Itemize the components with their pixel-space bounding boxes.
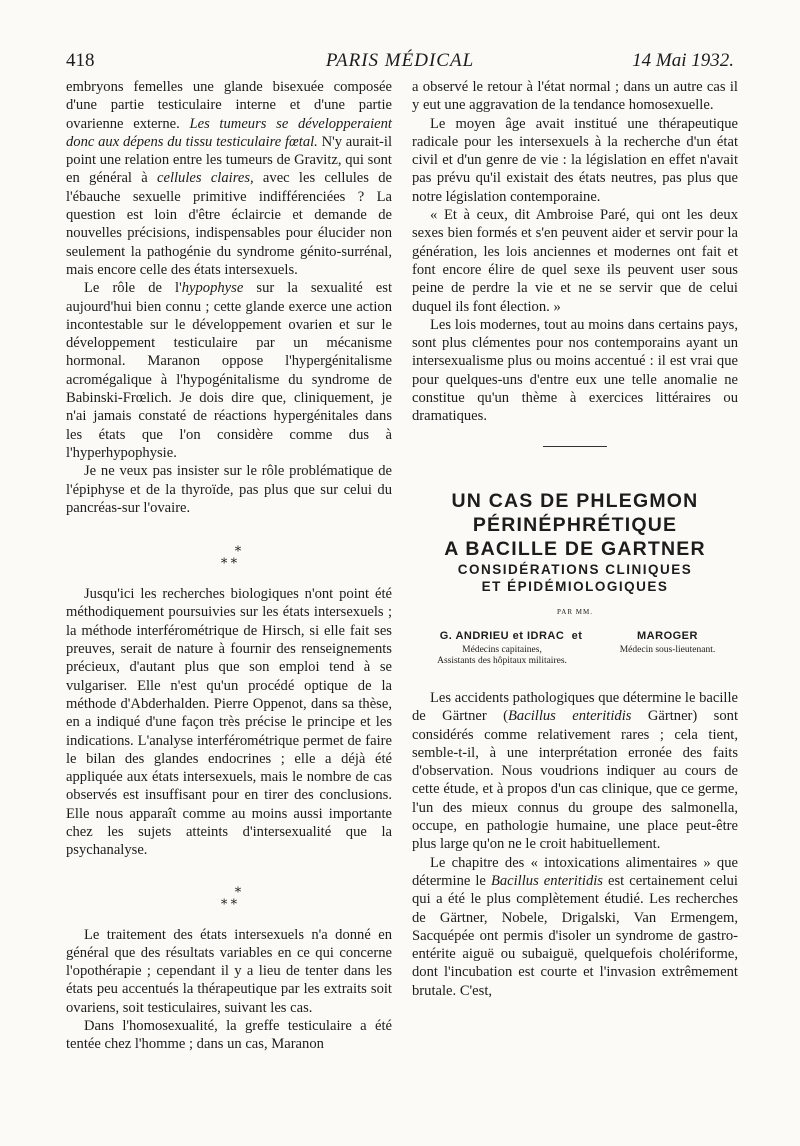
left-column: [66, 78, 392, 1054]
paragraph: Dans l'homosexualité, la greffe testiculaire a été tentée chez l'homme ; dans un cas, Maranon: [66, 1018, 392, 1053]
author-rank: Médecin sous-lieutenant.: [619, 645, 716, 656]
paragraph: a observé le retour à l'état normal ; dans un autre cas il y eut une aggravation de la tendance homosexuelle.: [412, 79, 738, 114]
author-conjunction: et: [571, 629, 583, 642]
page-number: 418: [66, 50, 95, 71]
paragraph: Le chapitre des « intoxications alimentaires » que détermine le Bacillus enteritidis est certainement celui qui a été le plus complètement étudié. Les recherches de Gärtner, Nobele, Drigalski, Van Ermengem, Sacquépée ont permis d'isoler un syndrome de gastro-entérite aiguë ou subaiguë, quelquefois cholériforme, dont l'incubation est courte et l'invasion extrêmement brutale. C'est,: [412, 854, 738, 999]
section-separator: ⁎ ⁎ ⁎: [220, 879, 242, 907]
paragraph: Le traitement des états intersexuels n'a donné en général que des résultats variables en ce qui concerne l'opothérapie ; cependant il y a lieu de tenter dans les états peu accentués la thérapeutique par les extraits soit ovariens, soit testiculaires, suivant les cas.: [66, 926, 392, 1016]
article-title-line: A BACILLE DE GARTNER: [444, 537, 706, 560]
article-heading: [412, 489, 738, 667]
article-title-line: PÉRINÉPHRÉTIQUE: [472, 513, 678, 536]
paragraph: Jusqu'ici les recherches biologiques n'ont point été méthodiquement poursuivies sur les états intersexuels ; la méthode interférométrique de Hirsch, si elle fait ses preuves, serait de nature à fournir des renseignements précieux, d'autant plus que son emploi tend à se vulgariser. Elle n'est qu'un procédé optique de la méthode d'Abderhalden. Pierre Oppenot, dans sa thèse, en a indiqué d'une façon très précise le principe et les indications. L'analyse interférométrique permet de faire le bilan des glandes endocrines ; elle a déjà été appliquée aux états intersexuels, mais le nombre de cas observés est insuffisant pour en tirer des conclusions. Elle nous apparaît comme au moins aussi importante chez les sujets atteints d'intersexualité que la psychanalyse.: [66, 586, 392, 859]
author-affiliation: Assistants des hôpitaux militaires.: [437, 656, 567, 667]
paragraph: Le rôle de l'hypophyse sur la sexualité est aujourd'hui bien connu ; cette glande exerce une action incontestable sur le développement ovarien et sur le développement testiculaire par un mécanisme hormonal. Maranon oppose l'hypergénitalisme acromégalique à l'hypogénitalisme du syndrome de Babinski-Frœlich. Je dois dire que, cliniquement, je n'ai jamais constaté de réactions hypergénitales dans les états que l'on considère comme dus à l'hyperhypophysie.: [66, 280, 393, 461]
author-rank: Médecins capitaines,: [462, 645, 542, 656]
byline-par: PAR MM.: [557, 607, 593, 616]
author-group-2: [597, 627, 738, 656]
paragraph: « Et à ceux, dit Ambroise Paré, qui ont les deux sexes bien formés et s'en peuvent aider et servir pour la génération, les lois anciennes et modernes ont fait et font encore élire de quel sexe ils peuvent user sous peine de perdre la vie et ne se servir que de celui duquel ils font élection. »: [412, 207, 738, 315]
paragraph: Le moyen âge avait institué une thérapeutique radicale pour les intersexuels à la recherche d'un état civil et d'un genre de vie : la législation en effet n'avait pas prévu qu'il existait des états neutres, pas plus que notre législation contemporaine.: [412, 115, 738, 205]
right-column: [412, 78, 738, 1000]
section-separator: ⁎ ⁎ ⁎: [220, 539, 242, 567]
paragraph: Je ne veux pas insister sur le rôle problématique de l'épiphyse et de la thyroïde, pas plus que sur celui du pancréas-sur l'ovaire.: [66, 463, 392, 516]
paragraph: embryons femelles une glande bisexuée composée d'une partie testiculaire interne et d'une partie ovarienne externe. Les tumeurs se développeraient donc aux dépens du tissu testiculaire fœtal. N'y aurait-il point une relation entre les tumeurs de Gravitz, qui sont en général à cellules claires, avec les cellules de l'ébauche sexuelle primitive indifférenciées ? La question est loin d'être éclaircie et demande de nouvelles précisions, indispensables pour élucider non seulement la pathogénie du syndrome génito-surrénal, mais encore celle des états intersexuels.: [66, 79, 392, 278]
article-subtitle-line: ET ÉPIDÉMIOLOGIQUES: [481, 578, 669, 594]
issue-date: 14 Mai 1932.: [632, 50, 734, 71]
authors: [412, 627, 738, 667]
paragraph: Les lois modernes, tout au moins dans certains pays, sont plus clémentes pour nos contemporains ayant un intersexualisme plus ou moins accentué : il est vrai que pour quelques-uns d'entre eux une telle anomalie ne constitue qu'un thème à exercices littéraires ou dramatiques.: [412, 316, 738, 425]
author-names: G. ANDRIEU et IDRAC: [439, 629, 565, 642]
author-name: MAROGER: [637, 629, 698, 642]
page-header: [66, 50, 734, 76]
paragraph: Les accidents pathologiques que détermine le bacille de Gärtner (Bacillus enteritidis Gärtner) sont considérés comme relativement rares ; cela tient, semble-t-il, à une interprétation erronée des faits d'observation. Nous voudrions indiquer au cours de cette étude, et à propos d'un cas clinique, que ce germe, l'un des mieux connus du groupe des salmonella, occupe, en pathologie humaine, une place peut-être plus large qu'on ne le croit habituellement.: [412, 689, 738, 853]
journal-title: PARIS MÉDICAL: [325, 50, 475, 71]
article-title-line: UN CAS DE PHLEGMON: [451, 489, 699, 512]
article-subtitle-line: CONSIDÉRATIONS CLINIQUES: [457, 561, 693, 577]
